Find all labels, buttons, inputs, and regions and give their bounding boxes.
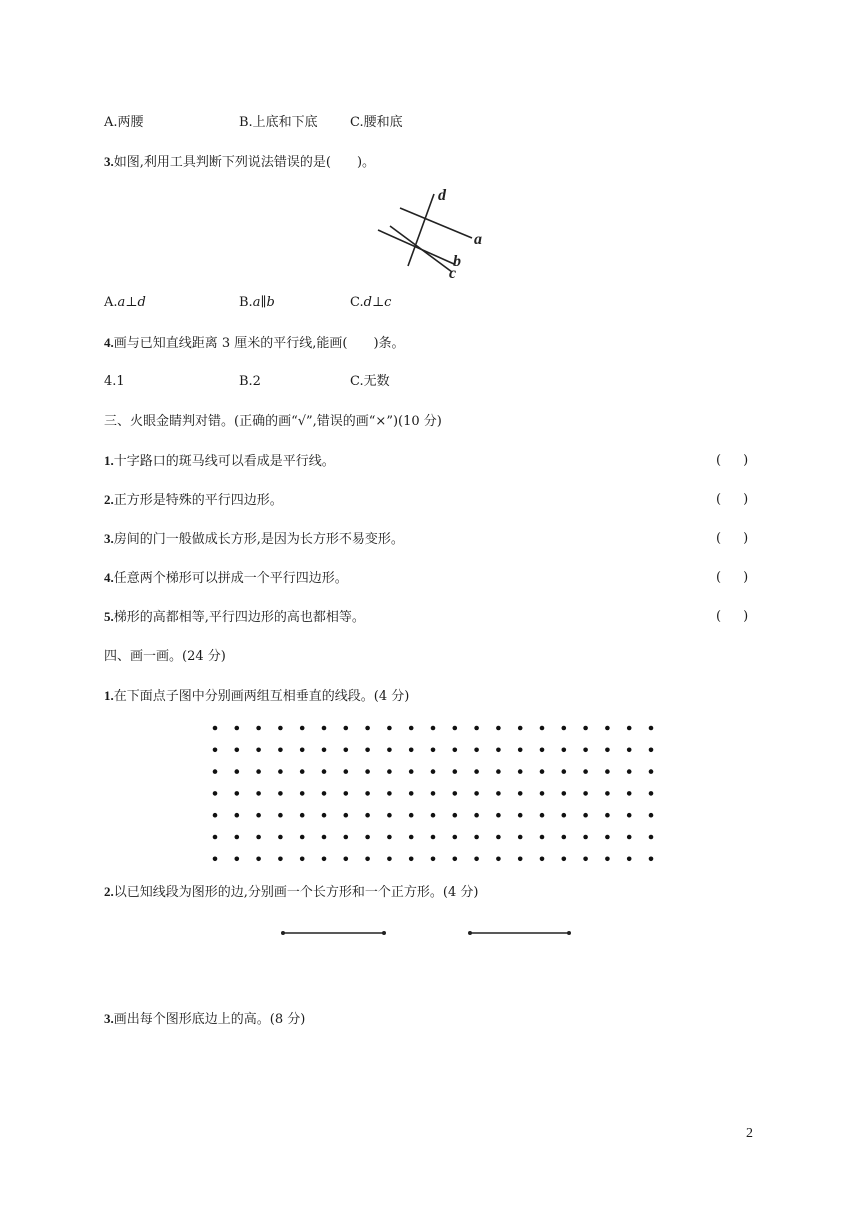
grid-dot[interactable] bbox=[649, 857, 654, 862]
grid-dot[interactable] bbox=[583, 726, 588, 731]
grid-dot[interactable] bbox=[300, 791, 305, 796]
grid-dot[interactable] bbox=[562, 835, 567, 840]
grid-dot[interactable] bbox=[213, 791, 218, 796]
section-4-title: 四、画一画。(24 分) bbox=[104, 649, 226, 664]
grid-dot[interactable] bbox=[213, 857, 218, 862]
label-d: d bbox=[438, 187, 446, 204]
item-text: 任意两个梯形可以拼成一个平行四边形。 bbox=[113, 571, 348, 586]
question-number: 3. bbox=[104, 1011, 114, 1026]
option-expression: a∥b bbox=[252, 295, 275, 310]
grid-dot[interactable] bbox=[583, 748, 588, 753]
grid-dot[interactable] bbox=[387, 857, 392, 862]
judge-item-2 bbox=[104, 491, 283, 510]
grid-dot[interactable] bbox=[322, 726, 327, 731]
option-prefix: B. bbox=[239, 295, 253, 310]
grid-dot[interactable] bbox=[235, 726, 240, 731]
grid-dot[interactable] bbox=[474, 769, 479, 774]
draw-question-1 bbox=[104, 687, 409, 706]
grid-dot[interactable] bbox=[278, 835, 283, 840]
grid-dot[interactable] bbox=[387, 726, 392, 731]
grid-dot[interactable] bbox=[213, 813, 218, 818]
grid-dot[interactable] bbox=[300, 748, 305, 753]
grid-dot[interactable] bbox=[431, 748, 436, 753]
question-text: 在下面点子图中分别画两组互相垂直的线段。(4 分) bbox=[113, 689, 410, 704]
grid-dot[interactable] bbox=[583, 791, 588, 796]
grid-dot[interactable] bbox=[474, 857, 479, 862]
grid-dot[interactable] bbox=[365, 835, 370, 840]
q4-option-b: B.2 bbox=[239, 374, 261, 389]
grid-dot[interactable] bbox=[387, 769, 392, 774]
grid-dot[interactable] bbox=[387, 748, 392, 753]
item-number: 2. bbox=[104, 492, 114, 507]
paren-open: ( bbox=[716, 453, 722, 468]
grid-dot[interactable] bbox=[256, 857, 261, 862]
answer-parentheses-3[interactable] bbox=[716, 530, 748, 548]
grid-dot[interactable] bbox=[300, 835, 305, 840]
grid-dot[interactable] bbox=[235, 857, 240, 862]
line-a bbox=[400, 208, 472, 238]
grid-dot[interactable] bbox=[213, 769, 218, 774]
question-number: 3. bbox=[104, 154, 114, 169]
q2-option-b: B.上底和下底 bbox=[239, 115, 318, 130]
grid-dot[interactable] bbox=[213, 726, 218, 731]
grid-dot[interactable] bbox=[409, 769, 414, 774]
grid-dot[interactable] bbox=[605, 835, 610, 840]
grid-dot[interactable] bbox=[496, 726, 501, 731]
grid-dot[interactable] bbox=[540, 769, 545, 774]
grid-dot[interactable] bbox=[322, 857, 327, 862]
grid-dot[interactable] bbox=[278, 726, 283, 731]
paren-close: ) bbox=[743, 453, 749, 468]
answer-parentheses-5[interactable] bbox=[716, 608, 748, 626]
question-number: 4. bbox=[104, 335, 114, 350]
grid-dot[interactable] bbox=[562, 813, 567, 818]
grid-dot[interactable] bbox=[409, 791, 414, 796]
grid-dot[interactable] bbox=[627, 791, 632, 796]
grid-dot[interactable] bbox=[453, 769, 458, 774]
question-text: 以已知线段为图形的边,分别画一个长方形和一个正方形。(4 分) bbox=[113, 885, 479, 900]
dot-grid[interactable] bbox=[205, 720, 665, 866]
line-c bbox=[390, 226, 452, 272]
paren-close: ) bbox=[743, 492, 749, 507]
q3-option-c bbox=[350, 294, 391, 312]
grid-dot[interactable] bbox=[627, 726, 632, 731]
grid-dot[interactable] bbox=[213, 835, 218, 840]
grid-dot[interactable] bbox=[540, 835, 545, 840]
grid-dot[interactable] bbox=[518, 857, 523, 862]
grid-dot[interactable] bbox=[474, 791, 479, 796]
segment-for-square bbox=[468, 931, 571, 935]
grid-dot[interactable] bbox=[627, 769, 632, 774]
grid-dot[interactable] bbox=[235, 748, 240, 753]
grid-dot[interactable] bbox=[649, 748, 654, 753]
item-text: 梯形的高都相等,平行四边形的高也都相等。 bbox=[113, 610, 365, 625]
grid-dot[interactable] bbox=[453, 813, 458, 818]
grid-dot[interactable] bbox=[431, 726, 436, 731]
grid-dot[interactable] bbox=[518, 769, 523, 774]
grid-dot[interactable] bbox=[235, 835, 240, 840]
grid-dot[interactable] bbox=[409, 748, 414, 753]
judge-item-4 bbox=[104, 569, 348, 588]
item-text: 房间的门一般做成长方形,是因为长方形不易变形。 bbox=[113, 532, 404, 547]
grid-dot[interactable] bbox=[540, 857, 545, 862]
grid-dot[interactable] bbox=[474, 813, 479, 818]
draw-question-3 bbox=[104, 1010, 305, 1029]
grid-dot[interactable] bbox=[518, 726, 523, 731]
question-3 bbox=[104, 153, 375, 172]
grid-dot[interactable] bbox=[387, 791, 392, 796]
grid-dot[interactable] bbox=[453, 726, 458, 731]
grid-dot[interactable] bbox=[256, 726, 261, 731]
grid-dot[interactable] bbox=[518, 748, 523, 753]
grid-dot[interactable] bbox=[256, 813, 261, 818]
grid-dot[interactable] bbox=[278, 769, 283, 774]
question-text: 画出每个图形底边上的高。(8 分) bbox=[113, 1012, 306, 1027]
grid-dot[interactable] bbox=[300, 813, 305, 818]
grid-dot[interactable] bbox=[453, 791, 458, 796]
given-segments bbox=[278, 926, 578, 940]
section-3-title: 三、火眼金睛判对错。(正确的画“√”,错误的画“×”)(10 分) bbox=[104, 414, 442, 429]
grid-dot[interactable] bbox=[605, 791, 610, 796]
question-number: 2. bbox=[104, 884, 114, 899]
grid-dot[interactable] bbox=[431, 857, 436, 862]
grid-dot[interactable] bbox=[605, 857, 610, 862]
item-number: 4. bbox=[104, 570, 114, 585]
grid-dot[interactable] bbox=[322, 769, 327, 774]
grid-dot[interactable] bbox=[605, 813, 610, 818]
grid-dot[interactable] bbox=[322, 748, 327, 753]
grid-dot[interactable] bbox=[518, 791, 523, 796]
grid-dot[interactable] bbox=[540, 813, 545, 818]
grid-dot[interactable] bbox=[431, 791, 436, 796]
grid-dot[interactable] bbox=[540, 748, 545, 753]
page-number: 2 bbox=[746, 1126, 753, 1141]
grid-dot[interactable] bbox=[562, 769, 567, 774]
item-number: 3. bbox=[104, 531, 114, 546]
grid-dot[interactable] bbox=[649, 835, 654, 840]
grid-dot[interactable] bbox=[235, 813, 240, 818]
grid-dot[interactable] bbox=[562, 791, 567, 796]
item-text: 正方形是特殊的平行四边形。 bbox=[113, 493, 283, 508]
grid-dot[interactable] bbox=[474, 726, 479, 731]
grid-dot[interactable] bbox=[344, 748, 349, 753]
segment-for-rectangle bbox=[281, 931, 386, 935]
paren-open: ( bbox=[716, 531, 722, 546]
grid-dot[interactable] bbox=[344, 813, 349, 818]
grid-dot[interactable] bbox=[453, 835, 458, 840]
grid-dot[interactable] bbox=[322, 813, 327, 818]
grid-dot[interactable] bbox=[540, 726, 545, 731]
grid-dot[interactable] bbox=[627, 813, 632, 818]
grid-dot[interactable] bbox=[431, 813, 436, 818]
grid-dot[interactable] bbox=[496, 748, 501, 753]
grid-dot[interactable] bbox=[365, 726, 370, 731]
label-c: c bbox=[449, 265, 457, 282]
answer-parentheses-2[interactable] bbox=[716, 491, 748, 509]
grid-dot[interactable] bbox=[256, 835, 261, 840]
item-text: 十字路口的斑马线可以看成是平行线。 bbox=[113, 454, 335, 469]
grid-dot[interactable] bbox=[496, 791, 501, 796]
paren-close: ) bbox=[743, 609, 749, 624]
judge-item-1 bbox=[104, 452, 335, 471]
item-number: 5. bbox=[104, 609, 114, 624]
grid-dot[interactable] bbox=[278, 748, 283, 753]
q3-option-b bbox=[239, 294, 275, 312]
grid-dot[interactable] bbox=[365, 769, 370, 774]
grid-dot[interactable] bbox=[474, 835, 479, 840]
grid-dot[interactable] bbox=[649, 769, 654, 774]
grid-dot[interactable] bbox=[583, 857, 588, 862]
grid-dot[interactable] bbox=[235, 791, 240, 796]
paren-close: ) bbox=[743, 531, 749, 546]
grid-dot[interactable] bbox=[649, 726, 654, 731]
question-text: 画与已知直线距离 3 厘米的平行线,能画( )条。 bbox=[113, 336, 405, 351]
grid-dot[interactable] bbox=[627, 835, 632, 840]
option-expression: a⊥d bbox=[117, 295, 146, 310]
question-text: 如图,利用工具判断下列说法错误的是( )。 bbox=[113, 155, 376, 170]
grid-dot[interactable] bbox=[300, 769, 305, 774]
grid-dot[interactable] bbox=[256, 748, 261, 753]
q4-option-c: C.无数 bbox=[350, 374, 390, 389]
lines-figure bbox=[370, 186, 490, 282]
grid-dot[interactable] bbox=[256, 791, 261, 796]
grid-dot[interactable] bbox=[278, 857, 283, 862]
grid-dot[interactable] bbox=[496, 769, 501, 774]
grid-dot[interactable] bbox=[583, 769, 588, 774]
q2-option-a: A.两腰 bbox=[104, 115, 144, 130]
grid-dot[interactable] bbox=[518, 835, 523, 840]
option-expression: d⊥c bbox=[363, 295, 392, 310]
grid-dot[interactable] bbox=[474, 748, 479, 753]
grid-dot[interactable] bbox=[322, 791, 327, 796]
grid-dot[interactable] bbox=[605, 748, 610, 753]
option-prefix: A. bbox=[104, 295, 118, 310]
grid-dot[interactable] bbox=[344, 857, 349, 862]
grid-dot[interactable] bbox=[365, 857, 370, 862]
grid-dot[interactable] bbox=[387, 835, 392, 840]
grid-dot[interactable] bbox=[409, 726, 414, 731]
grid-dot[interactable] bbox=[409, 835, 414, 840]
grid-dot[interactable] bbox=[344, 769, 349, 774]
grid-dot[interactable] bbox=[300, 726, 305, 731]
grid-dot[interactable] bbox=[409, 813, 414, 818]
grid-dot[interactable] bbox=[605, 769, 610, 774]
grid-dot[interactable] bbox=[496, 857, 501, 862]
grid-dot[interactable] bbox=[300, 857, 305, 862]
draw-question-2 bbox=[104, 883, 478, 902]
grid-dot[interactable] bbox=[649, 791, 654, 796]
grid-dot[interactable] bbox=[365, 813, 370, 818]
grid-dot[interactable] bbox=[583, 813, 588, 818]
paren-open: ( bbox=[716, 609, 722, 624]
grid-dot[interactable] bbox=[344, 835, 349, 840]
grid-dot[interactable] bbox=[409, 857, 414, 862]
grid-dot[interactable] bbox=[365, 791, 370, 796]
line-b bbox=[378, 230, 454, 264]
grid-dot[interactable] bbox=[649, 813, 654, 818]
grid-dot[interactable] bbox=[605, 726, 610, 731]
grid-dot[interactable] bbox=[562, 726, 567, 731]
question-number: 1. bbox=[104, 688, 114, 703]
q4-option-a: 4.1 bbox=[104, 374, 125, 389]
grid-dot[interactable] bbox=[496, 813, 501, 818]
grid-dot[interactable] bbox=[278, 791, 283, 796]
grid-dot[interactable] bbox=[453, 748, 458, 753]
item-number: 1. bbox=[104, 453, 114, 468]
grid-dot[interactable] bbox=[344, 791, 349, 796]
grid-dot[interactable] bbox=[540, 791, 545, 796]
grid-dot[interactable] bbox=[627, 748, 632, 753]
judge-item-5 bbox=[104, 608, 365, 627]
grid-dot[interactable] bbox=[344, 726, 349, 731]
grid-dot[interactable] bbox=[431, 835, 436, 840]
q3-option-a bbox=[104, 294, 146, 312]
paren-open: ( bbox=[716, 570, 722, 585]
judge-item-3 bbox=[104, 530, 404, 549]
grid-dot[interactable] bbox=[387, 813, 392, 818]
grid-dot[interactable] bbox=[562, 857, 567, 862]
label-b: b bbox=[453, 253, 461, 270]
grid-dot[interactable] bbox=[322, 835, 327, 840]
q2-option-c: C.腰和底 bbox=[350, 115, 403, 130]
grid-dot[interactable] bbox=[562, 748, 567, 753]
grid-dot[interactable] bbox=[496, 835, 501, 840]
grid-dot[interactable] bbox=[278, 813, 283, 818]
grid-dot[interactable] bbox=[518, 813, 523, 818]
grid-dot[interactable] bbox=[235, 769, 240, 774]
paren-open: ( bbox=[716, 492, 722, 507]
grid-dot[interactable] bbox=[627, 857, 632, 862]
question-4 bbox=[104, 334, 405, 353]
answer-parentheses-1[interactable] bbox=[716, 452, 748, 470]
grid-dot[interactable] bbox=[453, 857, 458, 862]
answer-parentheses-4[interactable] bbox=[716, 569, 748, 587]
grid-dot[interactable] bbox=[256, 769, 261, 774]
label-a: a bbox=[474, 231, 482, 248]
grid-dot[interactable] bbox=[431, 769, 436, 774]
grid-dot[interactable] bbox=[213, 748, 218, 753]
grid-dot[interactable] bbox=[583, 835, 588, 840]
grid-dot[interactable] bbox=[365, 748, 370, 753]
paren-close: ) bbox=[743, 570, 749, 585]
option-prefix: C. bbox=[350, 295, 364, 310]
